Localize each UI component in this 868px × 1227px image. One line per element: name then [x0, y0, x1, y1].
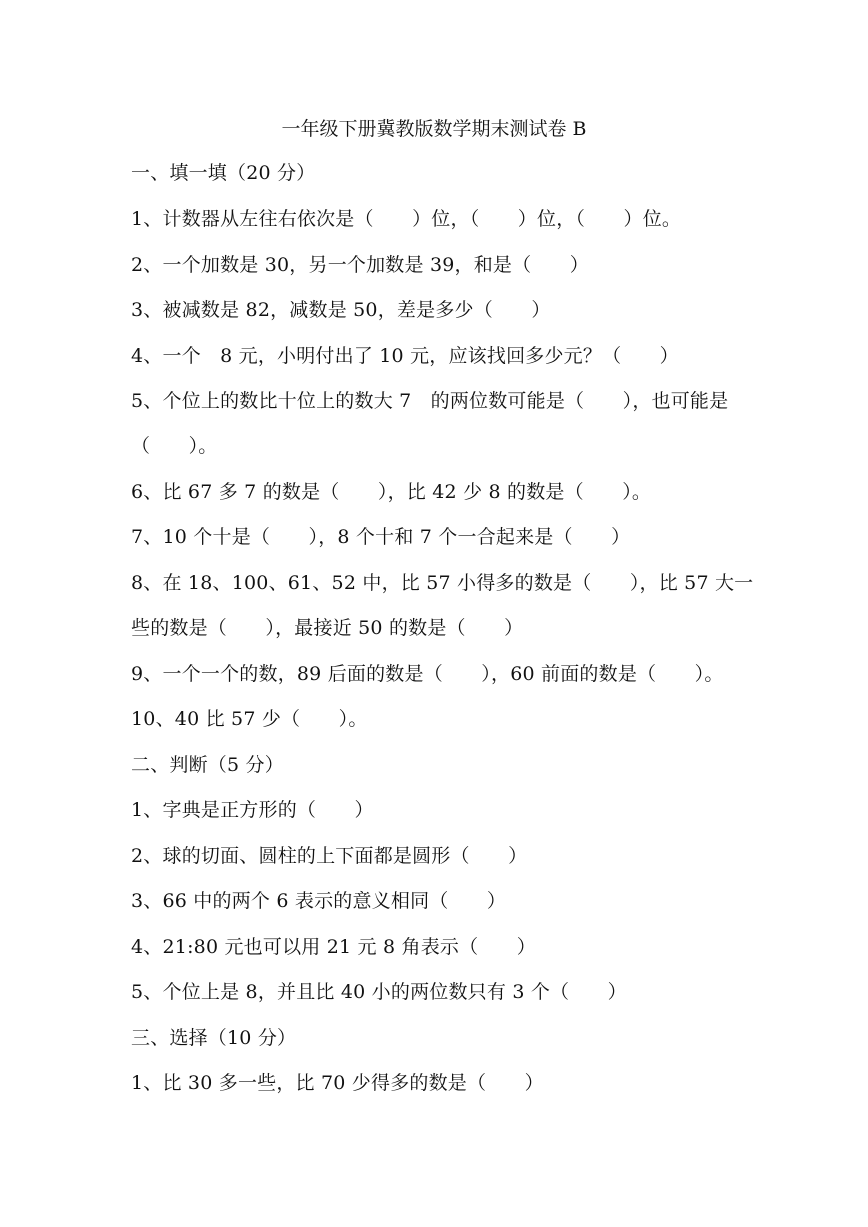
question-line: 4、一个 8 元，小明付出了 10 元，应该找回多少元？（ ）: [131, 345, 679, 367]
question-line: 1、字典是正方形的（ ）: [131, 799, 374, 821]
question-line: 9、一个一个的数，89 后面的数是（ ），60 前面的数是（ ）。: [131, 663, 724, 685]
question-line: 3、66 中的两个 6 表示的意义相同（ ）: [131, 890, 507, 912]
question-line: 5、个位上是 8，并且比 40 小的两位数只有 3 个（ ）: [131, 981, 627, 1003]
section-heading-fill: 一、填一填（20 分）: [131, 162, 316, 184]
section-heading-judge: 二、判断（5 分）: [131, 754, 284, 776]
question-line: 7、10 个十是（ ），8 个十和 7 个一合起来是（ ）: [131, 526, 631, 548]
question-line: 1、比 30 多一些，比 70 少得多的数是（ ）: [131, 1072, 544, 1094]
question-line: 3、被减数是 82，减数是 50，差是多少（ ）: [131, 299, 551, 321]
page-title: 一年级下册冀教版数学期末测试卷 B: [281, 118, 587, 140]
question-line: 1、计数器从左往右依次是（ ）位，（ ）位，（ ）位。: [131, 208, 682, 230]
question-line: 些的数是（ ），最接近 50 的数是（ ）: [131, 617, 524, 639]
question-line: 8、在 18、100、61、52 中，比 57 小得多的数是（ ），比 57 大一: [131, 572, 754, 594]
question-line: 5、个位上的数比十位上的数大 7 的两位数可能是（ ），也可能是: [131, 390, 729, 412]
question-line: 6、比 67 多 7 的数是（ ），比 42 少 8 的数是（ ）。: [131, 481, 652, 503]
question-line: 4、21:80 元也可以用 21 元 8 角表示（ ）: [131, 936, 536, 958]
question-line: 2、一个加数是 30，另一个加数是 39，和是（ ）: [131, 254, 589, 276]
question-line: 2、球的切面、圆柱的上下面都是圆形（ ）: [131, 845, 528, 867]
question-line: 10、40 比 57 少（ ）。: [131, 708, 368, 730]
section-heading-choice: 三、选择（10 分）: [131, 1027, 297, 1049]
question-line: （ ）。: [131, 435, 218, 457]
